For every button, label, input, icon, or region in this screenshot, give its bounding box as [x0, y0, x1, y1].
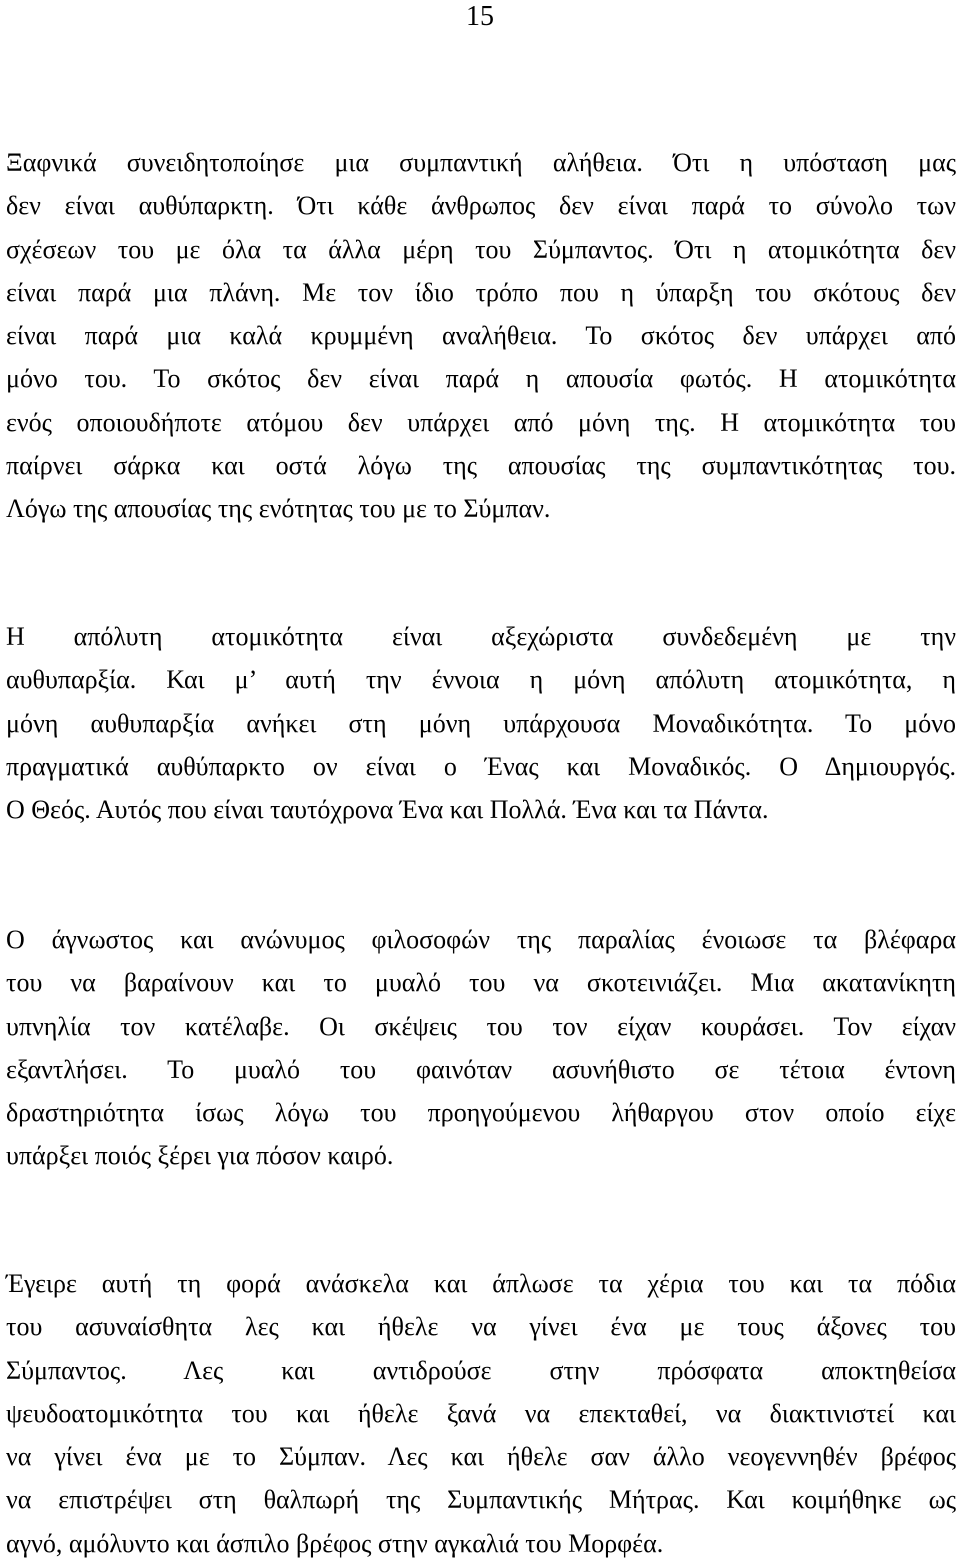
text-line: ψευδοατομικότητα του και ήθελε ξανά να επεκταθεί, να διακτινιστεί και [6, 1398, 956, 1428]
text-line: Ο Θεός. Αυτός που είναι ταυτόχρονα Ένα και Πολλά. Ένα και τα Πάντα. [6, 795, 769, 825]
text-line: Σύμπαντος. Λες και αντιδρούσε στην πρόσφατα αποκτηθείσα [6, 1355, 956, 1385]
text-line: είναι παρά μια καλά κρυμμένη αναλήθεια. Το σκότος δεν υπάρχει από [6, 321, 956, 351]
text-line: πραγματικά αυθύπαρκτο ον είναι ο Ένας και Μοναδικός. Ο Δημιουργός. [6, 751, 956, 781]
text-line: μόνο του. Το σκότος δεν είναι παρά η απουσία φωτός. Η ατομικότητα [6, 364, 956, 394]
text-line: Λόγω της απουσίας της ενότητας του με το Σύμπαν. [6, 494, 551, 524]
text-line: να επιστρέψει στη θαλπωρή της Συμπαντικής Μήτρας. Και κοιμήθηκε ως [6, 1485, 956, 1515]
text-line: Ξαφνικά συνειδητοποίησε μια συμπαντική αλήθεια. Ότι η υπόσταση μας [6, 148, 956, 177]
paragraph-4 [6, 1262, 956, 1565]
text-line: του ασυναίσθητα λες και ήθελε να γίνει ένα με τους άξονες του [6, 1312, 956, 1342]
text-line: εξαντλήσει. Το μυαλό του φαινόταν ασυνήθιστο σε τέτοια έντονη [6, 1054, 956, 1084]
text-line: Έγειρε αυτή τη φορά ανάσκελα και άπλωσε τα χέρια του και τα πόδια [6, 1269, 956, 1298]
paragraph-3 [6, 918, 956, 1178]
text-line: ενός οποιουδήποτε ατόμου δεν υπάρχει από μόνη της. Η ατομικότητα του [6, 407, 956, 437]
text-line: σχέσεων του με όλα τα άλλα μέρη του Σύμπαντος. Ότι η ατομικότητα δεν [6, 234, 956, 264]
paragraph-1 [6, 141, 956, 531]
text-line: μόνη αυθυπαρξία ανήκει στη μόνη υπάρχουσα Μοναδικότητα. Το μόνο [6, 708, 956, 738]
text-line: δραστηριότητα ίσως λόγω του προηγούμενου λήθαργου στον οποίο είχε [6, 1098, 956, 1128]
text-line: αγνό, αμόλυντο και άσπιλο βρέφος στην αγκαλιά του Μορφέα. [6, 1528, 664, 1558]
paragraph-2 [6, 615, 956, 831]
text-line: είναι παρά μια πλάνη. Με τον ίδιο τρόπο που η ύπαρξη του σκότους δεν [6, 277, 956, 307]
text-line: αυθυπαρξία. Και μ’ αυτή την έννοια η μόνη απόλυτη ατομικότητα, η [6, 665, 956, 695]
text-line: να γίνει ένα με το Σύμπαν. Λες και ήθελε σαν άλλο νεογεννηθέν βρέφος [6, 1442, 956, 1472]
text-line: του να βαραίνουν και το μυαλό του να σκοτεινιάζει. Μια ακατανίκητη [6, 968, 956, 998]
text-line: παίρνει σάρκα και οστά λόγω της απουσίας της συμπαντικότητας του. [6, 451, 956, 481]
text-line: Η απόλυτη ατομικότητα είναι αξεχώριστα συνδεδεμένη με την [6, 622, 956, 651]
text-line: υπάρξει ποιός ξέρει για πόσον καιρό. [6, 1141, 394, 1171]
text-line: υπνηλία τον κατέλαβε. Οι σκέψεις του τον είχαν κουράσει. Τον είχαν [6, 1011, 956, 1041]
page-number: 15 [466, 1, 494, 32]
text-line: Ο άγνωστος και ανώνυμος φιλοσοφών της παραλίας ένοιωσε τα βλέφαρα [6, 925, 956, 954]
text-line: δεν είναι αυθύπαρκτη. Ότι κάθε άνθρωπος δεν είναι παρά το σύνολο των [6, 191, 956, 221]
